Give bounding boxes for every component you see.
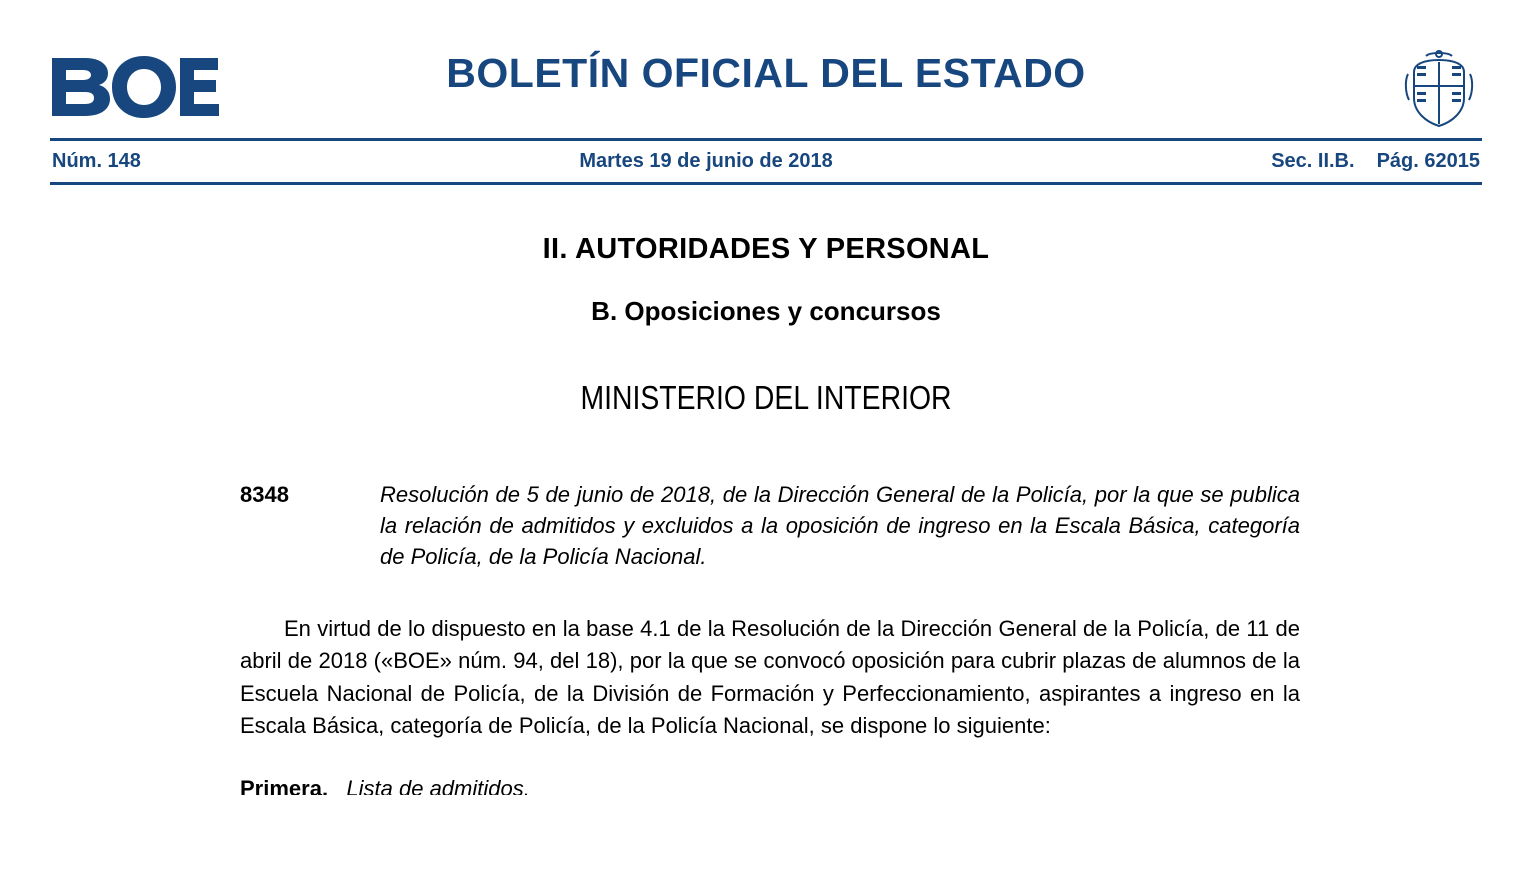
document-body [50, 185, 1482, 795]
ministry-heading: MINISTERIO DEL INTERIOR [580, 379, 952, 416]
disposition-number: 8348 [240, 482, 289, 507]
page-label: Pág. 62015 [1376, 150, 1480, 172]
section-and-page [1271, 150, 1480, 173]
subsection-heading: B. Oposiciones y concursos [591, 296, 941, 326]
next-heading-text: Lista de admitidos. [346, 775, 530, 795]
next-heading-label: Primera. [240, 775, 329, 795]
next-heading-clipped [50, 773, 1482, 795]
boe-logo [50, 56, 220, 118]
masthead-title: BOLETÍN OFICIAL DEL ESTADO [446, 49, 1086, 96]
page-header [50, 141, 1482, 182]
masthead [50, 0, 1482, 128]
section-heading: II. AUTORIDADES Y PERSONAL [542, 233, 990, 265]
disposition-title: Resolución de 5 de junio de 2018, de la Dirección General de la Policía, por la que se publica la relación de admitidos y excluidos a la oposición de ingreso en la Escala Básica, categoría de Policía, de la Policía Nacional. [380, 482, 1300, 570]
disposition-item [50, 479, 1482, 573]
paragraph-intro: En virtud de lo dispuesto en la base 4.1 de la Resolución de la Dirección General de la Policía, de 11 de abril de 2018 («BOE» núm. 94, del 18), por la que se convocó oposición para cubrir plazas de alumnos de la Escuela Nacional de Policía, de la División de Formación y Perfeccionamiento, aspirantes a ingreso en la Escala Básica, categoría de Policía, de la Policía Nacional, se dispone lo siguiente: [240, 615, 1300, 739]
section-label: Sec. II.B. [1271, 150, 1355, 172]
coat-of-arms-icon [1400, 50, 1478, 130]
issue-date: Martes 19 de junio de 2018 [579, 150, 833, 172]
issue-number: Núm. 148 [52, 150, 141, 172]
